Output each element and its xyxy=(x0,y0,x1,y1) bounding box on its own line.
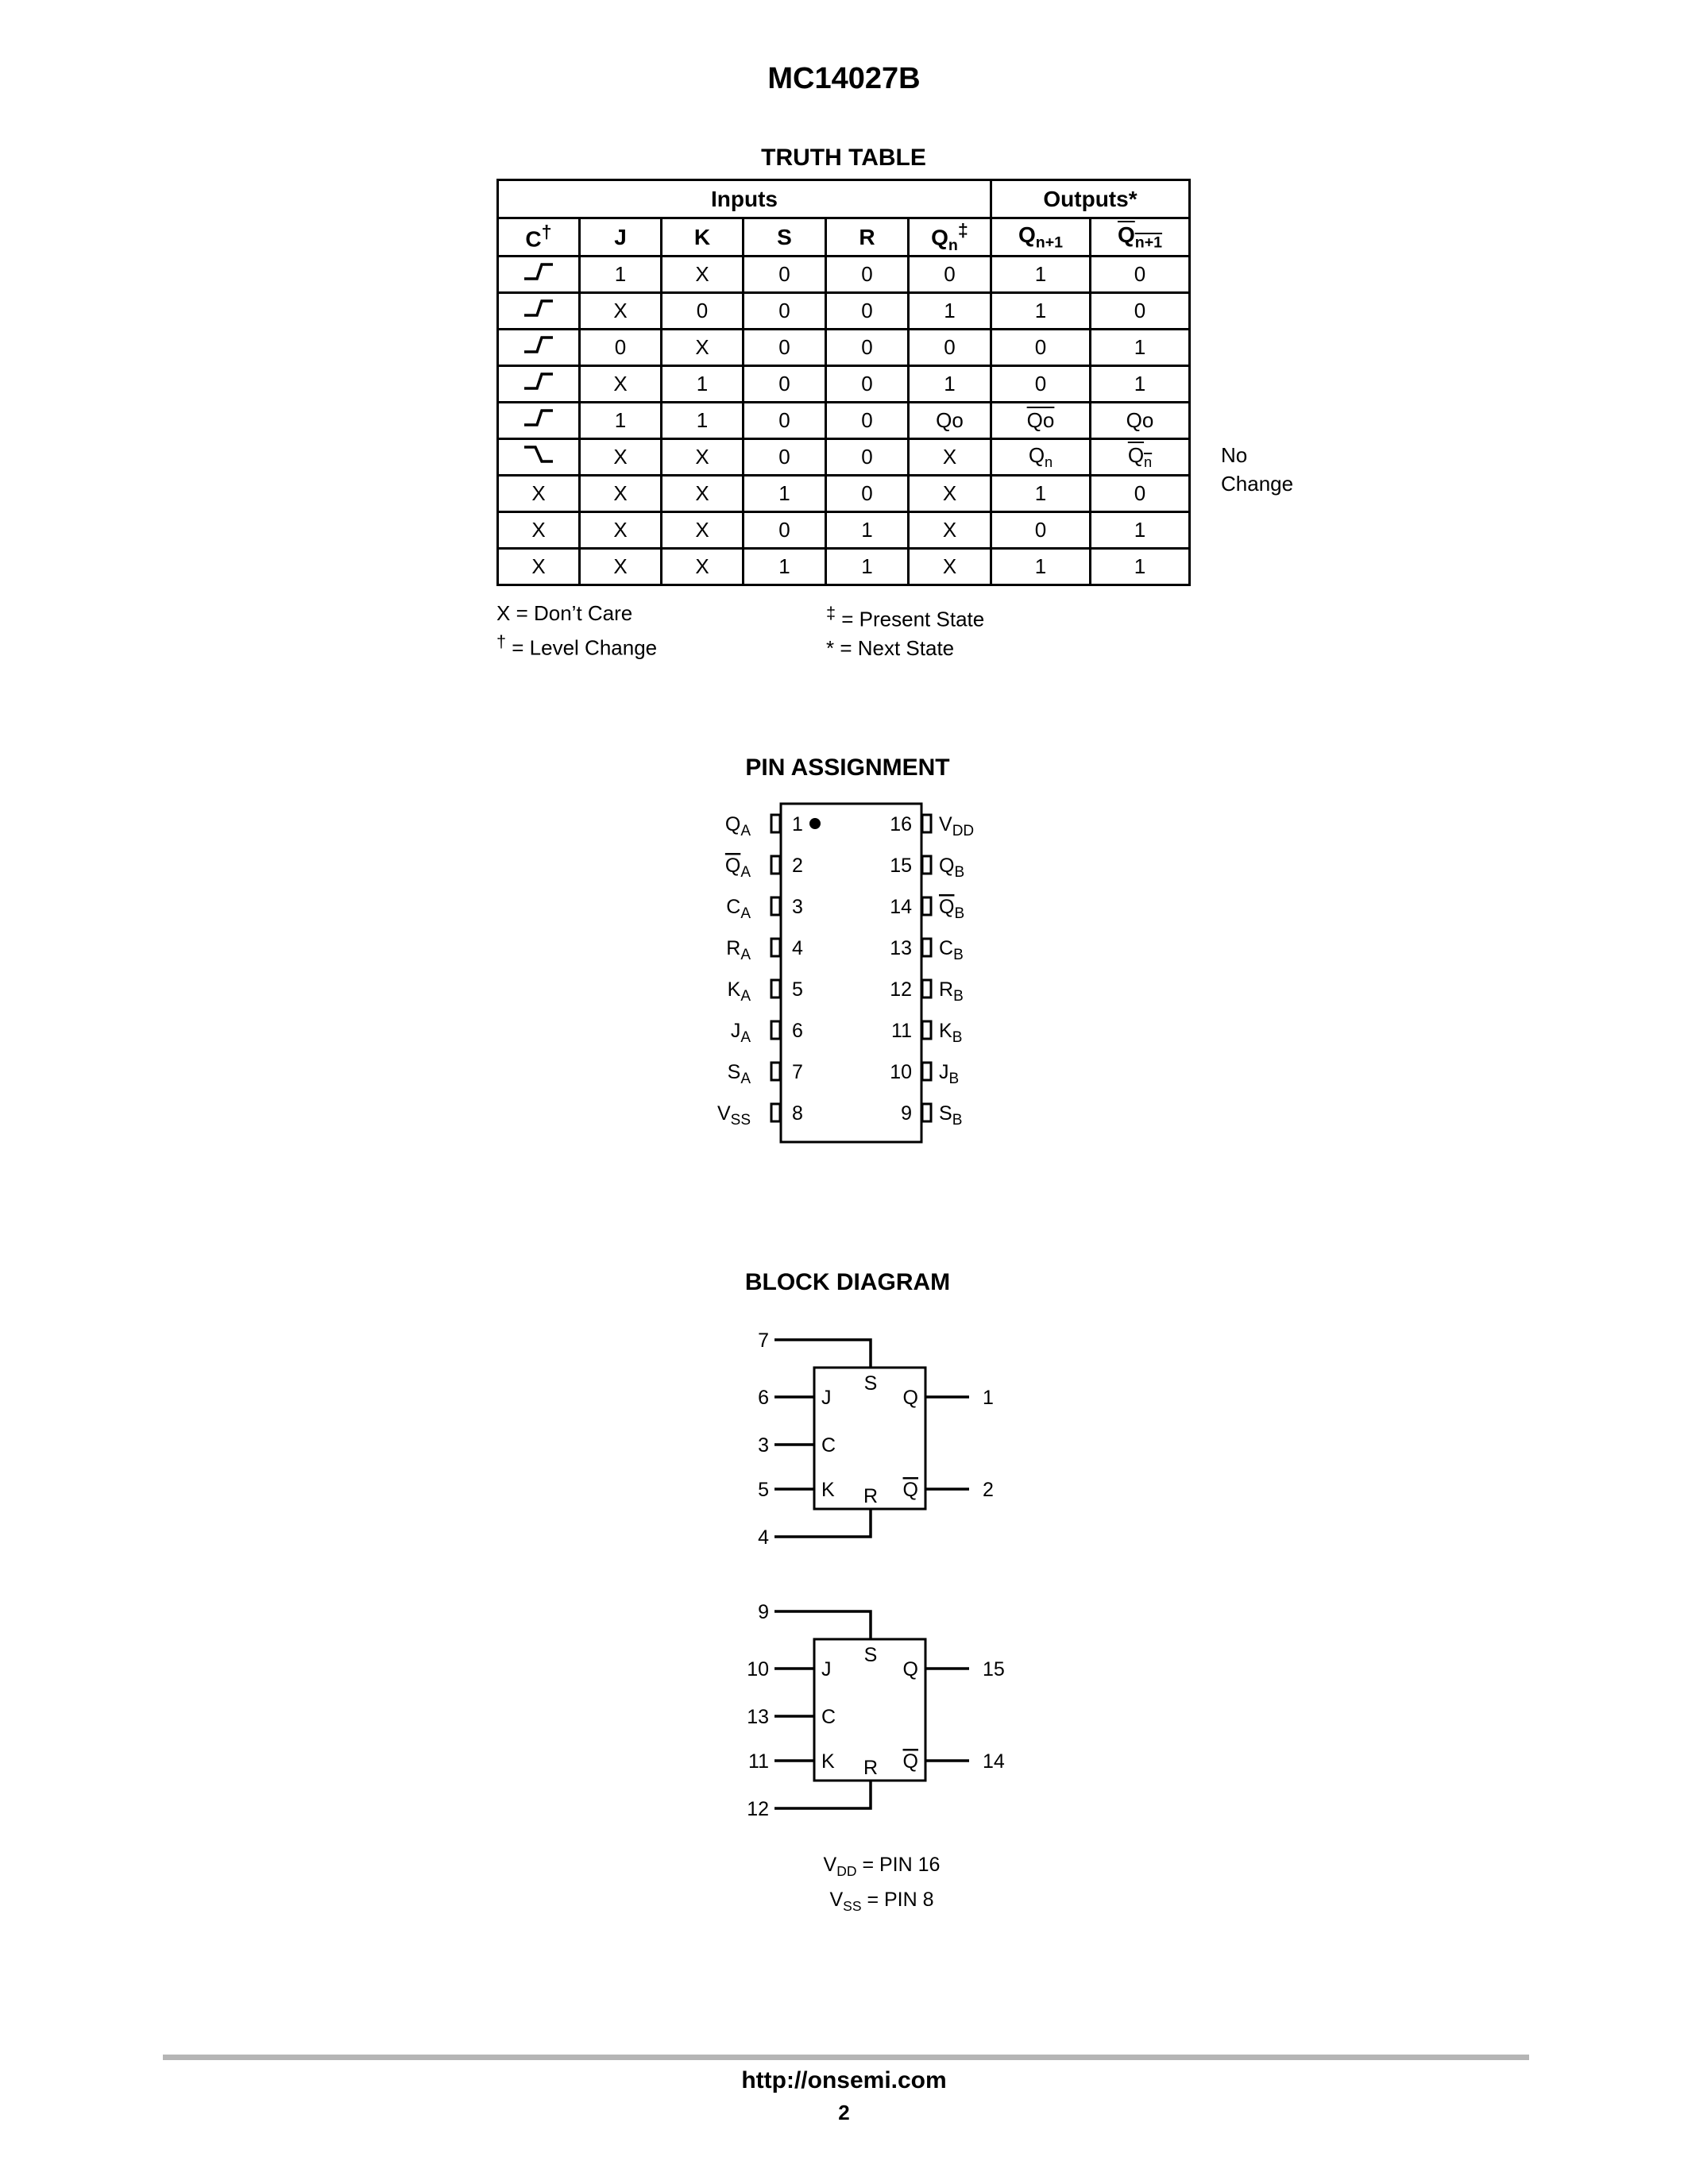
q-label: Q xyxy=(902,1658,918,1680)
pin-number: 3 xyxy=(758,1434,769,1457)
cell-j: X xyxy=(580,293,662,330)
pin-number: 5 xyxy=(792,978,803,1001)
pin-stub xyxy=(771,1021,780,1039)
cell-qn: 1 xyxy=(909,293,991,330)
cell-s: 0 xyxy=(744,293,826,330)
block-diagram-heading: BLOCK DIAGRAM xyxy=(744,1269,951,1295)
cell-j: X xyxy=(580,366,662,403)
cell-k: X xyxy=(662,330,744,366)
pin-number: 16 xyxy=(890,813,912,835)
cell-c: X xyxy=(498,549,580,585)
pin-stub xyxy=(922,815,931,832)
cell-k: 1 xyxy=(662,403,744,439)
inputs-header: Inputs xyxy=(498,180,991,218)
pin-stub xyxy=(922,1021,931,1039)
cell-k: X xyxy=(662,257,744,293)
pin-stub xyxy=(771,1104,780,1121)
pin-label: $K_B$ xyxy=(939,1020,963,1046)
pin-number: 12 xyxy=(890,978,912,1001)
set-wire xyxy=(774,1340,871,1368)
cell-q: $\overline{Qo}$ xyxy=(991,403,1091,439)
pin-stub xyxy=(922,1104,931,1121)
vss-note: $V_{SS}$ = PIN 8 xyxy=(829,1889,934,1914)
pin-number: 8 xyxy=(792,1102,803,1125)
r-label: R xyxy=(863,1757,879,1779)
pin-label: $S_A$ xyxy=(727,1061,751,1087)
cell-qn: X xyxy=(909,439,991,476)
cell-j: X xyxy=(580,439,662,476)
pin-number: 3 xyxy=(792,896,803,918)
cell-qn: X xyxy=(909,512,991,549)
reset-wire xyxy=(774,1509,871,1537)
cell-k: X xyxy=(662,439,744,476)
col-qn1-bar: $Q_{n+1}$ xyxy=(1091,218,1190,257)
cell-s: 0 xyxy=(744,330,826,366)
cell-qn: 0 xyxy=(909,257,991,293)
pin-number: 6 xyxy=(792,1020,803,1042)
cell-s: 0 xyxy=(744,366,826,403)
col-r: R xyxy=(826,218,909,257)
pin-number: 1 xyxy=(983,1387,994,1409)
pin-number: 2 xyxy=(792,855,803,877)
pin-number: 7 xyxy=(758,1329,769,1352)
pin-label: $J_B$ xyxy=(939,1061,960,1087)
legend-next-state: * = Next State xyxy=(826,635,955,660)
cell-s: 1 xyxy=(744,476,826,512)
pin-number: 11 xyxy=(891,1020,912,1042)
set-wire xyxy=(774,1611,871,1639)
pin1-dot-icon xyxy=(809,818,821,829)
cell-qbar: 0 xyxy=(1091,476,1190,512)
cell-c: X xyxy=(498,512,580,549)
cell-q: 1 xyxy=(991,549,1091,585)
footer-divider xyxy=(163,2055,1529,2060)
truth-table-heading: TRUTH TABLE xyxy=(761,145,926,171)
pin-label: $R_B$ xyxy=(939,978,964,1005)
s-label: S xyxy=(863,1644,878,1666)
pin-number: 1 xyxy=(792,813,803,835)
pin-stub xyxy=(922,897,931,915)
col-c: C† xyxy=(498,218,580,257)
cell-r: 0 xyxy=(826,403,909,439)
c-label: C xyxy=(821,1706,836,1728)
cell-qbar: 1 xyxy=(1091,512,1190,549)
pin-label: $R_A$ xyxy=(726,937,751,963)
cell-r: 0 xyxy=(826,439,909,476)
pin-label: $V_{DD}$ xyxy=(939,813,975,839)
cell-qn: 1 xyxy=(909,366,991,403)
cell-k: X xyxy=(662,512,744,549)
cell-r: 0 xyxy=(826,293,909,330)
jk-flip-flop-ff_b xyxy=(747,1601,1005,1820)
cell-qn: 0 xyxy=(909,330,991,366)
pin-number: 4 xyxy=(792,937,803,959)
cell-q: 1 xyxy=(991,476,1091,512)
pin-number: 10 xyxy=(890,1061,912,1083)
pin-label: $Q_A$ xyxy=(724,813,751,839)
cell-r: 1 xyxy=(826,549,909,585)
pin-label: $C_B$ xyxy=(939,937,964,963)
cell-j: X xyxy=(580,549,662,585)
pin-number: 12 xyxy=(747,1798,769,1820)
page-title: MC14027B xyxy=(767,62,921,95)
pin-label: $C_A$ xyxy=(726,896,751,922)
cell-r: 1 xyxy=(826,512,909,549)
pin-number: 2 xyxy=(983,1479,994,1501)
cell-r: 0 xyxy=(826,330,909,366)
pin-number: 4 xyxy=(758,1526,769,1549)
no-change-note: No Change xyxy=(1221,443,1294,496)
reset-wire xyxy=(774,1781,871,1808)
cell-qbar: 0 xyxy=(1091,293,1190,330)
cell-r: 0 xyxy=(826,476,909,512)
pin-label: $J_A$ xyxy=(730,1020,751,1046)
col-j: J xyxy=(580,218,662,257)
pin-stub xyxy=(771,897,780,915)
pin-stub xyxy=(771,1063,780,1080)
pin-stub xyxy=(922,1063,931,1080)
pin-number: 14 xyxy=(983,1750,1005,1773)
pin-stub xyxy=(771,856,780,874)
pin-stub xyxy=(771,815,780,832)
legend-dont-care: X = Don’t Care xyxy=(496,601,633,625)
cell-s: 0 xyxy=(744,403,826,439)
page-number: 2 xyxy=(838,2101,850,2124)
cell-j: X xyxy=(580,512,662,549)
pin-stub xyxy=(922,856,931,874)
cell-q: 1 xyxy=(991,293,1091,330)
cell-c: X xyxy=(498,476,580,512)
col-s: S xyxy=(744,218,826,257)
cell-qbar: $Q_n$ xyxy=(1091,439,1190,476)
q-label: Q xyxy=(902,1387,918,1409)
r-label: R xyxy=(863,1485,879,1507)
pin-stub xyxy=(771,980,780,997)
cell-s: 0 xyxy=(744,512,826,549)
c-label: C xyxy=(821,1434,836,1457)
pin-number: 15 xyxy=(983,1658,1005,1680)
pin-stub xyxy=(922,980,931,997)
pin-number: 13 xyxy=(747,1706,769,1728)
pin-label: $Q_A$ xyxy=(724,855,751,881)
cell-q: $Q_n$ xyxy=(991,439,1091,476)
k-label: K xyxy=(821,1479,835,1501)
pin-number: 11 xyxy=(748,1750,769,1773)
pin-label: $Q_B$ xyxy=(939,896,965,922)
outputs-header: Outputs* xyxy=(991,180,1190,218)
cell-s: 0 xyxy=(744,257,826,293)
footer-url[interactable]: http://onsemi.com xyxy=(741,2067,947,2093)
cell-q: 0 xyxy=(991,512,1091,549)
cell-qn: X xyxy=(909,476,991,512)
cell-j: X xyxy=(580,476,662,512)
qbar-label: Q xyxy=(902,1479,918,1501)
cell-q: 0 xyxy=(991,330,1091,366)
pin-assignment-heading: PIN ASSIGNMENT xyxy=(745,754,950,781)
pin-number: 9 xyxy=(901,1102,912,1125)
cell-j: 1 xyxy=(580,257,662,293)
cell-k: X xyxy=(662,476,744,512)
cell-qbar: 1 xyxy=(1091,330,1190,366)
col-k: K xyxy=(662,218,744,257)
vdd-note: $V_{DD}$ = PIN 16 xyxy=(823,1854,941,1879)
cell-qbar: Qo xyxy=(1091,403,1190,439)
pin-number: 7 xyxy=(792,1061,803,1083)
pin-label: $V_{SS}$ xyxy=(717,1102,751,1129)
pin-label: $Q_B$ xyxy=(939,855,965,881)
col-qn1: $Q_{n+1}$ xyxy=(991,218,1091,257)
cell-qbar: 0 xyxy=(1091,257,1190,293)
j-label: J xyxy=(821,1387,832,1409)
s-label: S xyxy=(863,1372,878,1395)
cell-s: 1 xyxy=(744,549,826,585)
pin-number: 13 xyxy=(890,937,912,959)
pin-number: 9 xyxy=(758,1601,769,1623)
qbar-label: Q xyxy=(902,1750,918,1773)
cell-r: 0 xyxy=(826,366,909,403)
cell-qn: Qo xyxy=(909,403,991,439)
j-label: J xyxy=(821,1658,832,1680)
pin-stub xyxy=(922,939,931,956)
pin-number: 15 xyxy=(890,855,912,877)
pin-number: 6 xyxy=(758,1387,769,1409)
cell-s: 0 xyxy=(744,439,826,476)
k-label: K xyxy=(821,1750,835,1773)
cell-j: 1 xyxy=(580,403,662,439)
cell-k: X xyxy=(662,549,744,585)
cell-qbar: 1 xyxy=(1091,366,1190,403)
cell-q: 1 xyxy=(991,257,1091,293)
pin-number: 10 xyxy=(747,1658,769,1680)
power-pins-note xyxy=(763,1850,1001,1920)
col-qn: $Q_n^\ddagger$ xyxy=(909,218,991,257)
cell-k: 1 xyxy=(662,366,744,403)
cell-q: 0 xyxy=(991,366,1091,403)
pin-number: 14 xyxy=(890,896,912,918)
cell-qn: X xyxy=(909,549,991,585)
legend-level-change: † = Level Change xyxy=(496,631,658,660)
pin-label: $S_B$ xyxy=(939,1102,963,1129)
pin-number: 5 xyxy=(758,1479,769,1501)
pin-stub xyxy=(771,939,780,956)
cell-r: 0 xyxy=(826,257,909,293)
cell-qbar: 1 xyxy=(1091,549,1190,585)
pin-label: $K_A$ xyxy=(727,978,751,1005)
legend-present-state: ‡ = Present State xyxy=(826,603,985,631)
cell-k: 0 xyxy=(662,293,744,330)
cell-j: 0 xyxy=(580,330,662,366)
jk-flip-flop-ff_a xyxy=(758,1329,994,1549)
